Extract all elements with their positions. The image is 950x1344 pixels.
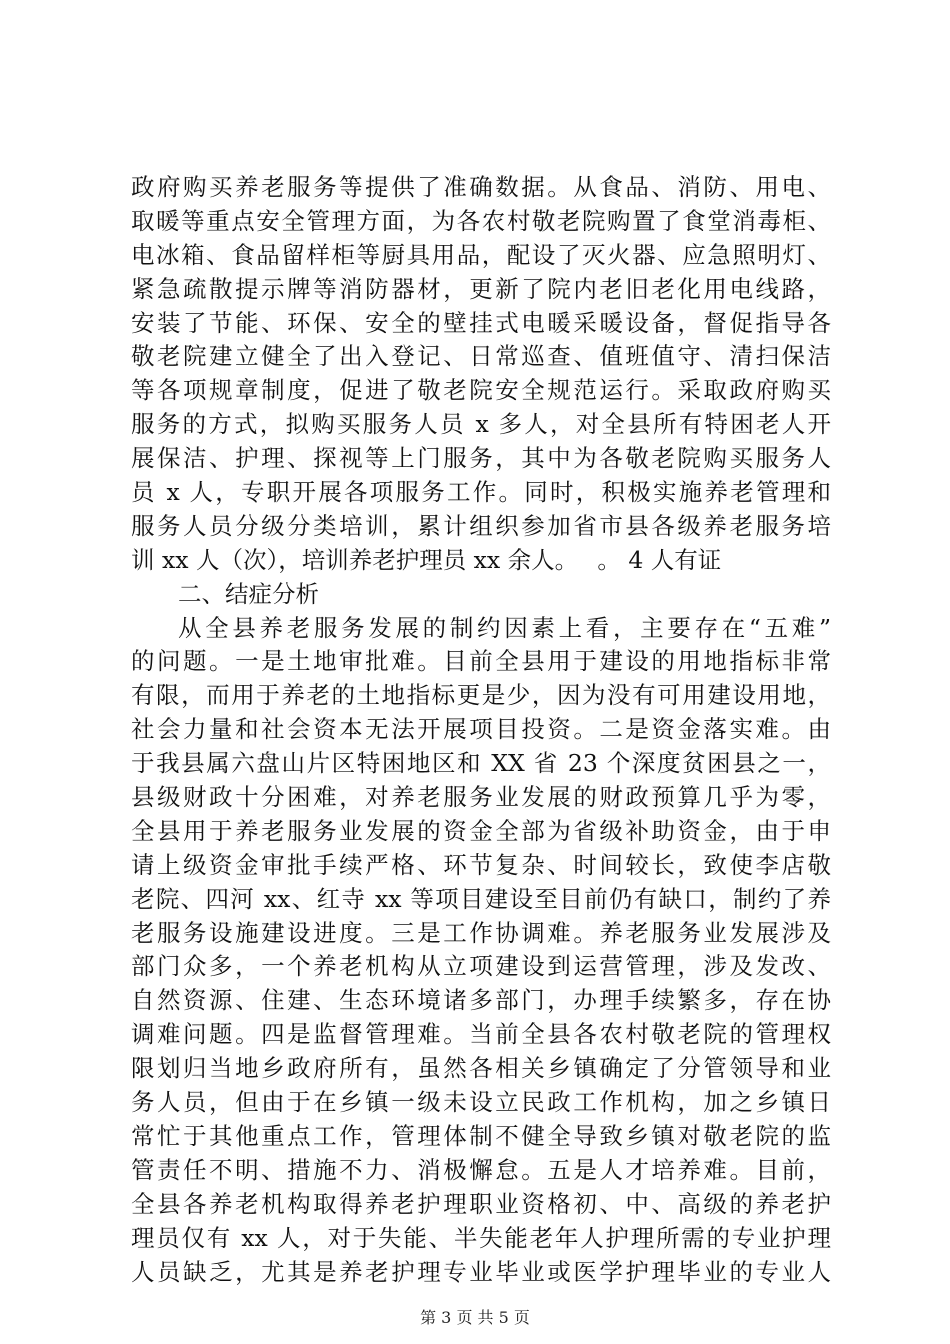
text-line: 的问题。一是土地审批难。目前全县用于建设的用地指标非常: [131, 647, 831, 676]
text-line: 社会力量和社会资本无法开展项目投资。二是资金落实难。由: [131, 715, 831, 744]
text-line: 紧急疏散提示牌等消防器材，更新了院内老旧老化用电线路，: [131, 274, 831, 303]
text-line: 训 xx 人（次），培训养老护理员 xx 余人。 。 4 人有证: [131, 545, 722, 574]
text-line: 请上级资金审批手续严格、环节复杂、时间较长，致使李店敬: [131, 850, 831, 879]
text-line: 理员仅有 xx 人，对于失能、半失能老年人护理所需的专业护理: [131, 1223, 831, 1252]
text-line: 电冰箱、食品留样柜等厨具用品，配设了灭火器、应急照明灯、: [131, 240, 831, 269]
text-line: 人员缺乏，尤其是养老护理专业毕业或医学护理毕业的专业人: [131, 1257, 831, 1286]
section-heading: 二、结症分析: [178, 579, 319, 608]
text-line: 全县各养老机构取得养老护理职业资格初、中、高级的养老护: [131, 1189, 831, 1218]
text-line: 部门众多，一个养老机构从立项建设到运营管理，涉及发改、: [131, 952, 831, 981]
text-line: 管责任不明、措施不力、消极懈怠。五是人才培养难。目前，: [131, 1155, 831, 1184]
text-line: 等各项规章制度，促进了敬老院安全规范运行。采取政府购买: [131, 376, 831, 405]
text-line: 安装了节能、环保、安全的壁挂式电暖采暖设备，督促指导各: [131, 308, 831, 337]
text-line: 限划归当地乡政府所有，虽然各相关乡镇确定了分管领导和业: [131, 1054, 831, 1083]
text-line: 服务人员分级分类培训，累计组织参加省市县各级养老服务培: [131, 511, 831, 540]
text-line: 自然资源、住建、生态环境诸多部门，办理手续繁多，存在协: [131, 986, 831, 1015]
text-line: 政府购买养老服务等提供了准确数据。从食品、消防、用电、: [131, 173, 831, 201]
text-line: 老服务设施建设进度。三是工作协调难。养老服务业发展涉及: [131, 918, 831, 947]
document-body: [131, 171, 831, 1289]
text-line: 敬老院建立健全了出入登记、日常巡查、值班值守、清扫保洁: [131, 342, 831, 371]
text-line: 全县用于养老服务业发展的资金全部为省级补助资金，由于申: [131, 816, 831, 845]
text-line: 常忙于其他重点工作，管理体制不健全导致乡镇对敬老院的监: [131, 1121, 831, 1150]
paragraph-first-line: 从全县养老服务发展的制约因素上看，主要存在“五难”: [178, 613, 831, 642]
text-line: 县级财政十分困难，对养老服务业发展的财政预算几乎为零，: [131, 783, 831, 812]
text-line: 员 x 人，专职开展各项服务工作。同时，积极实施养老管理和: [131, 478, 831, 507]
text-line: 老院、四河 xx、红寺 xx 等项目建设至目前仍有缺口，制约了养: [131, 884, 831, 913]
text-line: 务人员，但由于在乡镇一级未设立民政工作机构，加之乡镇日: [131, 1088, 831, 1117]
text-line: 于我县属六盘山片区特困地区和 XX 省 23 个深度贫困县之一，: [131, 749, 831, 778]
text-line: 服务的方式，拟购买服务人员 x 多人，对全县所有特困老人开: [131, 410, 831, 439]
text-line: 有限，而用于养老的土地指标更是少，因为没有可用建设用地，: [131, 681, 831, 710]
page-footer: 第 3 页 共 5 页: [420, 1308, 530, 1327]
text-line: 展保洁、护理、探视等上门服务，其中为各敬老院购买服务人: [131, 444, 831, 473]
text-line: 调难问题。四是监督管理难。当前全县各农村敬老院的管理权: [131, 1020, 831, 1049]
text-line: 取暖等重点安全管理方面，为各农村敬老院购置了食堂消毒柜、: [131, 206, 831, 235]
